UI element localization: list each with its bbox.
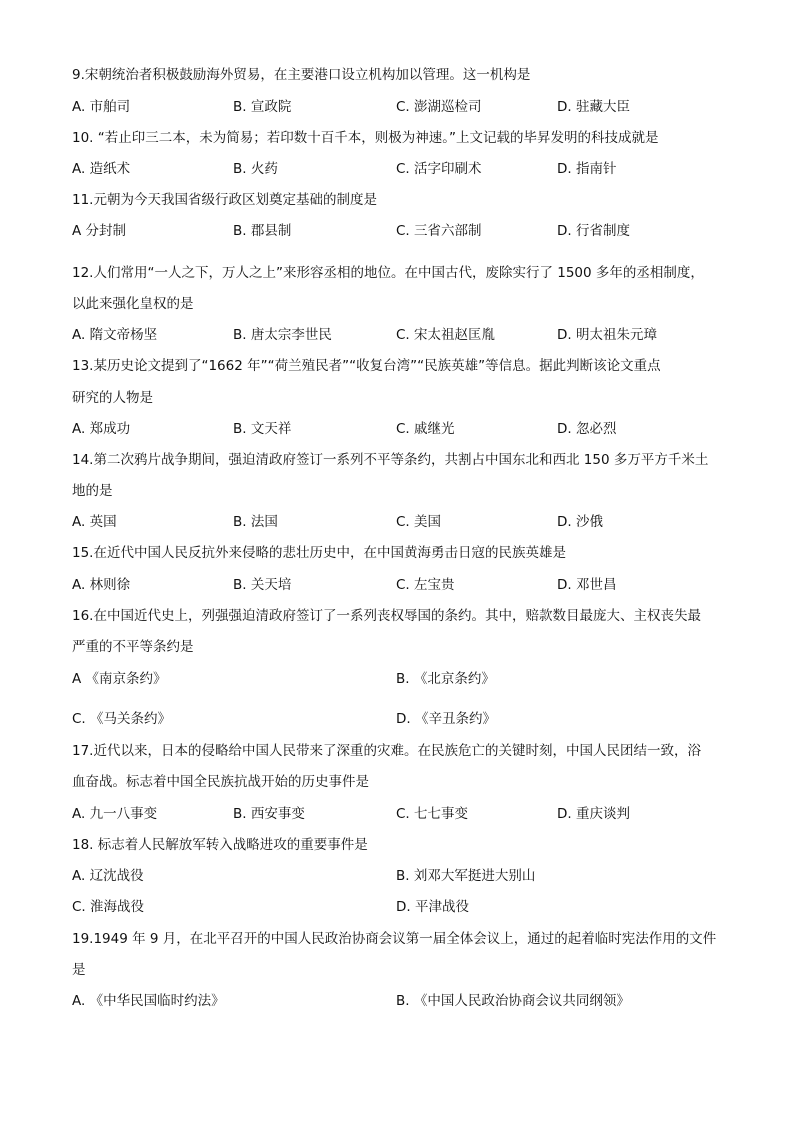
question-13-option-c: C. 戚继光 [396, 421, 455, 437]
question-16-option-b: B. 《北京条约》 [396, 671, 495, 687]
question-9-option-a: A. 市舶司 [72, 99, 131, 115]
question-14-stem-line-2: 地的是 [72, 483, 113, 499]
question-9-stem: 9.宋朝统治者积极鼓励海外贸易，在主要港口设立机构加以管理。这一机构是 [72, 67, 531, 83]
question-17-option-c: C. 七七事变 [396, 806, 469, 822]
question-14-option-c: C. 美国 [396, 514, 442, 530]
question-14-option-d: D. 沙俄 [557, 514, 603, 530]
question-14-option-b: B. 法国 [233, 514, 278, 530]
question-10-stem: 10. “若止印三二本，未为简易；若印数十百千本，则极为神速。”上文记载的毕昇发明的科技成就是 [72, 130, 659, 146]
question-10-option-d: D. 指南针 [557, 161, 617, 177]
question-18-option-a: A. 辽沈战役 [72, 868, 144, 884]
question-17-option-a: A. 九一八事变 [72, 806, 158, 822]
question-15-option-d: D. 邓世昌 [557, 577, 617, 593]
question-19-stem-line-1: 19.1949 年 9 月，在北平召开的中国人民政治协商会议第一届全体会议上，通过的起着临时宪法作用的文件 [72, 931, 717, 947]
question-10-option-c: C. 活字印刷术 [396, 161, 482, 177]
question-17-stem-line-2: 血奋战。标志着中国全民族抗战开始的历史事件是 [72, 774, 369, 790]
question-18-option-d: D. 平津战役 [396, 899, 469, 915]
question-13-option-a: A. 郑成功 [72, 421, 131, 437]
question-12-stem-line-1: 12.人们常用“一人之下，万人之上”来形容丞相的地位。在中国古代，废除实行了 1500 多年的丞相制度， [72, 265, 704, 281]
question-19-stem-line-2: 是 [72, 962, 86, 978]
question-9-option-d: D. 驻藏大臣 [557, 99, 630, 115]
question-15-option-a: A. 林则徐 [72, 577, 131, 593]
question-19-option-b: B. 《中国人民政治协商会议共同纲领》 [396, 993, 630, 1009]
question-13-option-d: D. 忽必烈 [557, 421, 617, 437]
question-16-option-c: C. 《马关条约》 [72, 711, 172, 727]
question-12-option-d: D. 明太祖朱元璋 [557, 327, 657, 343]
question-11-option-b: B. 郡县制 [233, 223, 292, 239]
question-12-option-a: A. 隋文帝杨坚 [72, 327, 158, 343]
question-11-option-c: C. 三省六部制 [396, 223, 482, 239]
question-13-stem-line-2: 研究的人物是 [72, 390, 153, 406]
question-16-stem-line-1: 16.在中国近代史上，列强强迫清政府签订了一系列丧权辱国的条约。其中，赔款数目最庞大、主权丧失最 [72, 608, 701, 624]
question-9-option-b: B. 宣政院 [233, 99, 292, 115]
question-10-option-b: B. 火药 [233, 161, 278, 177]
question-18-stem: 18. 标志着人民解放军转入战略进攻的重要事件是 [72, 837, 368, 853]
question-14-stem-line-1: 14.第二次鸦片战争期间，强迫清政府签订一系列不平等条约，共割占中国东北和西北 150 多万平方千米土 [72, 452, 709, 468]
question-12-option-c: C. 宋太祖赵匡胤 [396, 327, 496, 343]
question-15-stem: 15.在近代中国人民反抗外来侵略的悲壮历史中，在中国黄海勇击日寇的民族英雄是 [72, 545, 566, 561]
question-13-option-b: B. 文天祥 [233, 421, 292, 437]
question-18-option-b: B. 刘邓大军挺进大别山 [396, 868, 536, 884]
question-17-option-d: D. 重庆谈判 [557, 806, 630, 822]
question-17-option-b: B. 西安事变 [233, 806, 305, 822]
question-14-option-a: A. 英国 [72, 514, 117, 530]
question-13-stem-line-1: 13.某历史论文提到了“1662 年”“荷兰殖民者”“收复台湾”“民族英雄”等信息。据此判断该论文重点 [72, 358, 661, 374]
question-10-option-a: A. 造纸术 [72, 161, 131, 177]
question-12-option-b: B. 唐太宗李世民 [233, 327, 332, 343]
question-17-stem-line-1: 17.近代以来，日本的侵略给中国人民带来了深重的灾难。在民族危亡的关键时刻，中国人民团结一致，浴 [72, 743, 701, 759]
question-16-option-d: D. 《辛丑条约》 [396, 711, 496, 727]
question-18-option-c: C. 淮海战役 [72, 899, 145, 915]
question-9-option-c: C. 澎湖巡检司 [396, 99, 482, 115]
question-11-option-d: D. 行省制度 [557, 223, 630, 239]
question-19-option-a: A. 《中华民国临时约法》 [72, 993, 225, 1009]
question-15-option-c: C. 左宝贵 [396, 577, 455, 593]
question-11-option-a: A 分封制 [72, 223, 127, 239]
question-15-option-b: B. 关天培 [233, 577, 292, 593]
question-16-option-a: A 《南京条约》 [72, 671, 167, 687]
question-12-stem-line-2: 以此来强化皇权的是 [72, 296, 194, 312]
question-16-stem-line-2: 严重的不平等条约是 [72, 639, 194, 655]
question-11-stem: 11.元朝为今天我国省级行政区划奠定基础的制度是 [72, 192, 377, 208]
